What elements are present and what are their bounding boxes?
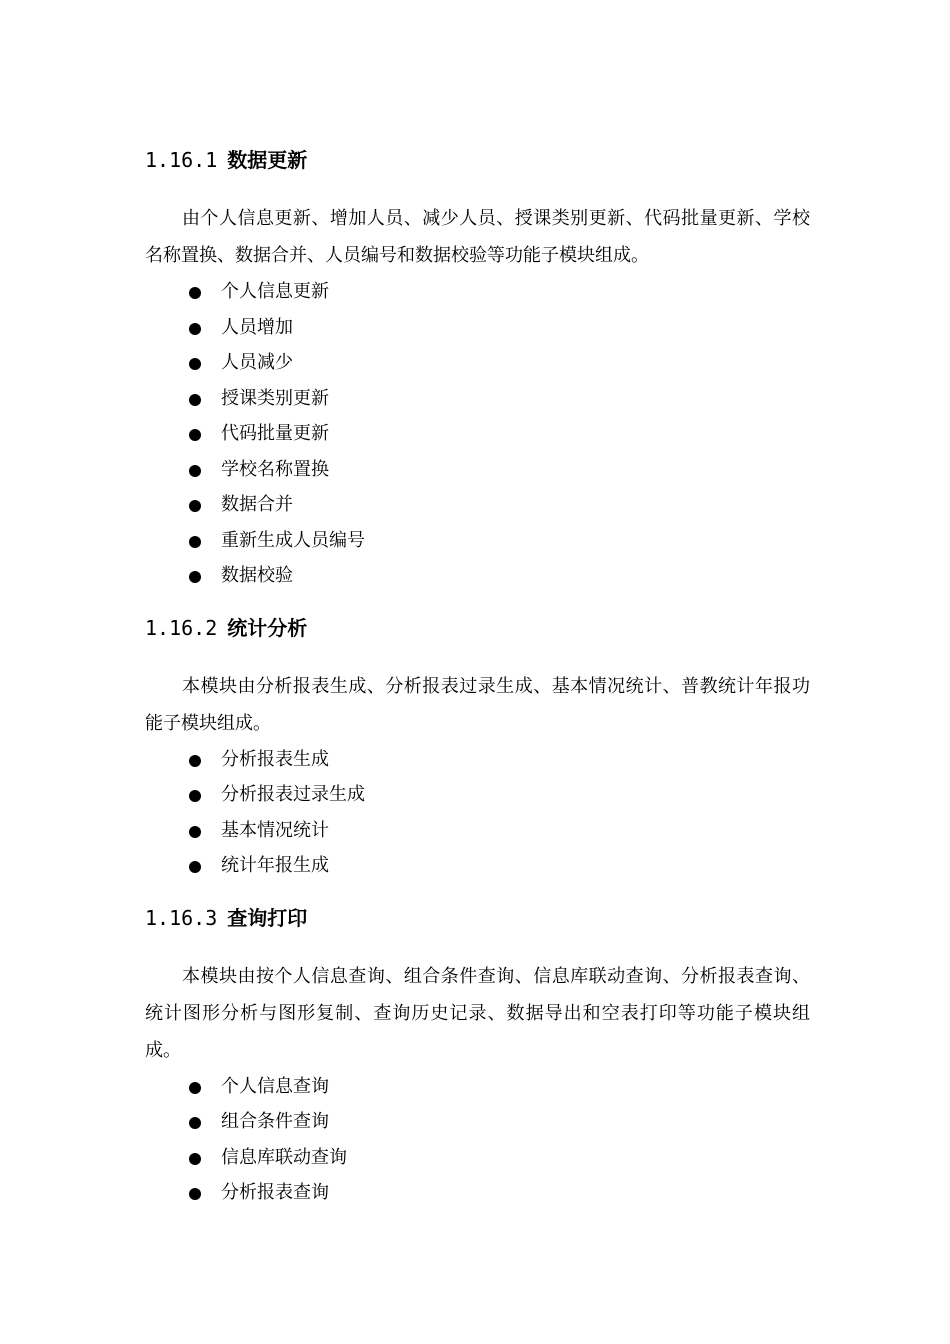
section-statistical-analysis — [145, 608, 810, 898]
list-item-label: 人员减少 — [221, 352, 293, 373]
section-paragraph: 本模块由按个人信息查询、组合条件查询、信息库联动查询、分析报表查询、统计图形分析与图形复制、查询历史记录、数据导出和空表打印等功能子模块组成。 — [145, 965, 810, 1061]
list-item — [145, 1069, 810, 1105]
list-item-label: 学校名称置换 — [221, 458, 329, 480]
bullet-icon — [189, 1153, 201, 1165]
document-content — [145, 140, 810, 1211]
list-item — [145, 487, 810, 523]
list-item — [145, 742, 810, 778]
section-heading — [145, 608, 810, 648]
bullet-icon — [189, 465, 201, 477]
section-heading — [145, 898, 810, 938]
list-item — [145, 310, 810, 346]
list-item-label: 个人信息查询 — [221, 1075, 329, 1097]
list-item-label: 分析报表生成 — [221, 748, 329, 770]
list-item — [145, 813, 810, 849]
list-item-label: 个人信息更新 — [221, 281, 329, 302]
section-paragraph: 本模块由分析报表生成、分析报表过录生成、基本情况统计、普教统计年报功能子模块组成。 — [145, 675, 810, 734]
section-number: 1.16.3 — [145, 905, 218, 930]
list-item — [145, 345, 810, 381]
bullet-list — [145, 742, 810, 884]
bullet-icon — [189, 287, 201, 299]
bullet-icon — [189, 861, 201, 873]
list-item-label: 分析报表查询 — [221, 1182, 329, 1203]
list-item-label: 人员增加 — [221, 316, 293, 338]
list-item — [145, 558, 810, 594]
section-data-update — [145, 140, 810, 608]
bullet-icon — [189, 536, 201, 548]
list-item — [145, 274, 810, 310]
list-item-label: 数据校验 — [221, 565, 293, 586]
list-item — [145, 1104, 810, 1140]
list-item — [145, 848, 810, 884]
bullet-icon — [189, 790, 201, 802]
list-item — [145, 777, 810, 813]
list-item-label: 基本情况统计 — [221, 819, 329, 841]
bullet-icon — [189, 429, 201, 441]
bullet-icon — [189, 571, 201, 583]
section-query-print — [145, 898, 810, 1211]
list-item-label: 授课类别更新 — [221, 387, 329, 409]
section-title: 统计分析 — [227, 615, 308, 640]
list-item-label: 数据合并 — [221, 494, 293, 515]
list-item — [145, 1175, 810, 1211]
section-title: 数据更新 — [227, 148, 308, 172]
section-number: 1.16.1 — [145, 148, 218, 172]
bullet-icon — [189, 323, 201, 335]
bullet-icon — [189, 500, 201, 512]
bullet-list — [145, 1069, 810, 1211]
bullet-icon — [189, 1117, 201, 1129]
section-number: 1.16.2 — [145, 615, 218, 640]
list-item-label: 统计年报生成 — [221, 855, 329, 876]
list-item — [145, 452, 810, 488]
section-heading — [145, 140, 810, 180]
list-item — [145, 1140, 810, 1176]
section-title: 查询打印 — [227, 905, 308, 930]
bullet-icon — [189, 1082, 201, 1094]
bullet-icon — [189, 358, 201, 370]
list-item-label: 信息库联动查询 — [221, 1146, 347, 1168]
list-item-label: 分析报表过录生成 — [221, 784, 365, 805]
bullet-list — [145, 274, 810, 594]
bullet-icon — [189, 755, 201, 767]
list-item — [145, 416, 810, 452]
list-item-label: 代码批量更新 — [221, 423, 329, 444]
bullet-icon — [189, 826, 201, 838]
bullet-icon — [189, 1188, 201, 1200]
list-item-label: 组合条件查询 — [221, 1111, 329, 1132]
list-item-label: 重新生成人员编号 — [221, 529, 365, 551]
list-item — [145, 381, 810, 417]
list-item — [145, 523, 810, 559]
bullet-icon — [189, 394, 201, 406]
section-paragraph: 由个人信息更新、增加人员、减少人员、授课类别更新、代码批量更新、学校名称置换、数据合并、人员编号和数据校验等功能子模块组成。 — [145, 208, 810, 266]
